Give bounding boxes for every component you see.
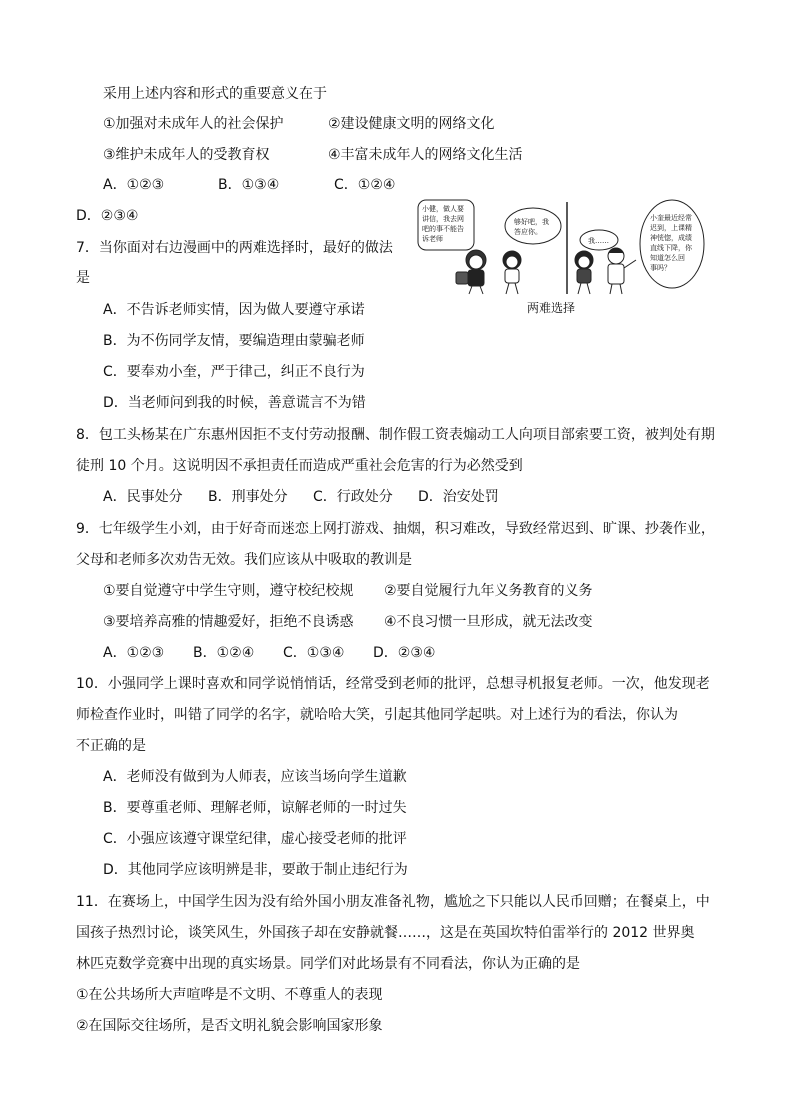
comic-bubble-4-line-6: 事吗？ [650, 264, 671, 272]
q10-option-b: B．要尊重老师、理解老师，谅解老师的一时过失 [103, 800, 407, 816]
comic-bubble-1-line-2: 讲信，我去网 [422, 215, 464, 223]
comic-caption: 两难选择 [527, 301, 576, 315]
q6-item-4: ④丰富未成年人的网络文化生活 [328, 147, 523, 163]
q9-stem-line-2: 父母和老师多次劝告无效。我们应该从中吸取的教训是 [76, 552, 412, 568]
q8-option-a: A．民事处分 [103, 489, 183, 505]
q6-option-a: A．①②③ [103, 177, 165, 193]
comic-bubble-1-line-4: 诉老师 [422, 235, 443, 243]
comic-figure-4 [608, 248, 636, 294]
q6-option-d: D．②③④ [76, 208, 139, 224]
q7-option-d: D．当老师问到我的时候，善意谎言不为错 [103, 395, 366, 411]
q11-stem-line-1: 11．在赛场上，中国学生因为没有给外国小朋友准备礼物，尴尬之下只能以人民币回赠；在餐桌上，中 [76, 894, 710, 910]
q10-stem-line-3: 不正确的是 [76, 738, 146, 754]
q9-stem-line-1: 9．七年级学生小刘，由于好奇而迷恋上网打游戏、抽烟，积习难改，导致经常迟到、旷课、抄袭作业， [76, 521, 715, 537]
comic-bubble-1-line-1: 小健，做人要 [422, 205, 464, 213]
comic-bubble-2-line-2: 答应你。 [514, 228, 542, 236]
q8-option-c: C．行政处分 [313, 489, 393, 505]
q10-stem-line-2: 师检查作业时，叫错了同学的名字，就哈哈大笑，引起其他同学起哄。对上述行为的看法，你认为 [76, 707, 678, 723]
q6-option-b: B．①③④ [218, 177, 280, 193]
q7-option-a: A．不告诉老师实情，因为做人要遵守承诺 [103, 302, 365, 318]
q9-item-1: ①要自觉遵守中学生守则，遵守校纪校规 [103, 583, 354, 599]
q9-item-3: ③要培养高雅的情趣爱好，拒绝不良诱惑 [103, 614, 354, 630]
dilemma-comic-illustration [416, 198, 706, 316]
q8-stem-line-1: 8．包工头杨某在广东惠州因拒不支付劳动报酬、制作假工资表煽动工人向项目部索要工资，被判处有期 [76, 427, 715, 443]
comic-bubble-3: 我…… [588, 237, 609, 245]
comic-figure-1 [456, 250, 486, 294]
q11-item-1: ①在公共场所大声喧哗是不文明、不尊重人的表现 [76, 987, 383, 1003]
q6-item-2: ②建设健康文明的网络文化 [328, 116, 495, 132]
q9-option-c: C．①③④ [283, 645, 345, 661]
q9-option-a: A．①②③ [103, 645, 165, 661]
comic-bubble-4-line-4: 直线下降，你 [650, 244, 692, 252]
q11-item-2: ②在国际交往场所，是否文明礼貌会影响国家形象 [76, 1018, 383, 1034]
q7-stem-line-1: 7．当你面对右边漫画中的两难选择时，最好的做法 [76, 240, 393, 256]
q8-option-b: B．刑事处分 [208, 489, 288, 505]
q6-stem-tail: 采用上述内容和形式的重要意义在于 [103, 86, 327, 102]
q9-option-b: B．①②④ [193, 645, 255, 661]
q9-item-2: ②要自觉履行九年义务教育的义务 [384, 583, 593, 599]
comic-bubble-4-line-5: 知道怎么回 [650, 254, 685, 262]
q7-option-b: B．为不伤同学友情，要编造理由蒙骗老师 [103, 333, 365, 349]
q7-option-c: C．要奉劝小奎，严于律己，纠正不良行为 [103, 364, 365, 380]
q10-option-d: D．其他同学应该明辨是非，要敢于制止违纪行为 [103, 862, 408, 878]
q7-stem-line-2: 是 [76, 270, 90, 286]
q8-stem-line-2: 徒刑 10 个月。这说明因不承担责任而造成严重社会危害的行为必然受到 [76, 458, 523, 474]
comic-bubble-2-line-1: 够好吧，我 [514, 218, 549, 226]
q10-option-a: A．老师没有做到为人师表，应该当场向学生道歉 [103, 769, 407, 785]
q9-item-4: ④不良习惯一旦形成，就无法改变 [384, 614, 593, 630]
comic-bubble-4-line-2: 迟到，上课精 [650, 224, 692, 232]
comic-bubble-4-line-1: 小奎最近经常 [650, 214, 692, 222]
q6-item-1: ①加强对未成年人的社会保护 [103, 116, 284, 132]
q8-option-d: D．治安处罚 [418, 489, 499, 505]
q11-stem-line-2: 国孩子热烈讨论，谈笑风生，外国孩子却在安静就餐……，这是在英国坎特伯雷举行的 2012 世界奥 [76, 925, 695, 941]
q9-option-d: D．②③④ [373, 645, 436, 661]
q6-option-c: C．①②④ [334, 177, 396, 193]
q11-stem-line-3: 林匹克数学竞赛中出现的真实场景。同学们对此场景有不同看法，你认为正确的是 [76, 956, 580, 972]
q10-option-c: C．小强应该遵守课堂纪律，虚心接受老师的批评 [103, 831, 407, 847]
q6-item-3: ③维护未成年人的受教育权 [103, 147, 270, 163]
comic-bubble-4-line-3: 神恍惚，成绩 [650, 234, 692, 242]
q10-stem-line-1: 10．小强同学上课时喜欢和同学说悄悄话，经常受到老师的批评，总想寻机报复老师。一次，他发现老 [76, 676, 710, 692]
comic-figure-2 [503, 251, 521, 294]
comic-figure-3 [575, 251, 593, 294]
comic-bubble-1-line-3: 吧的事不能告 [422, 225, 464, 233]
